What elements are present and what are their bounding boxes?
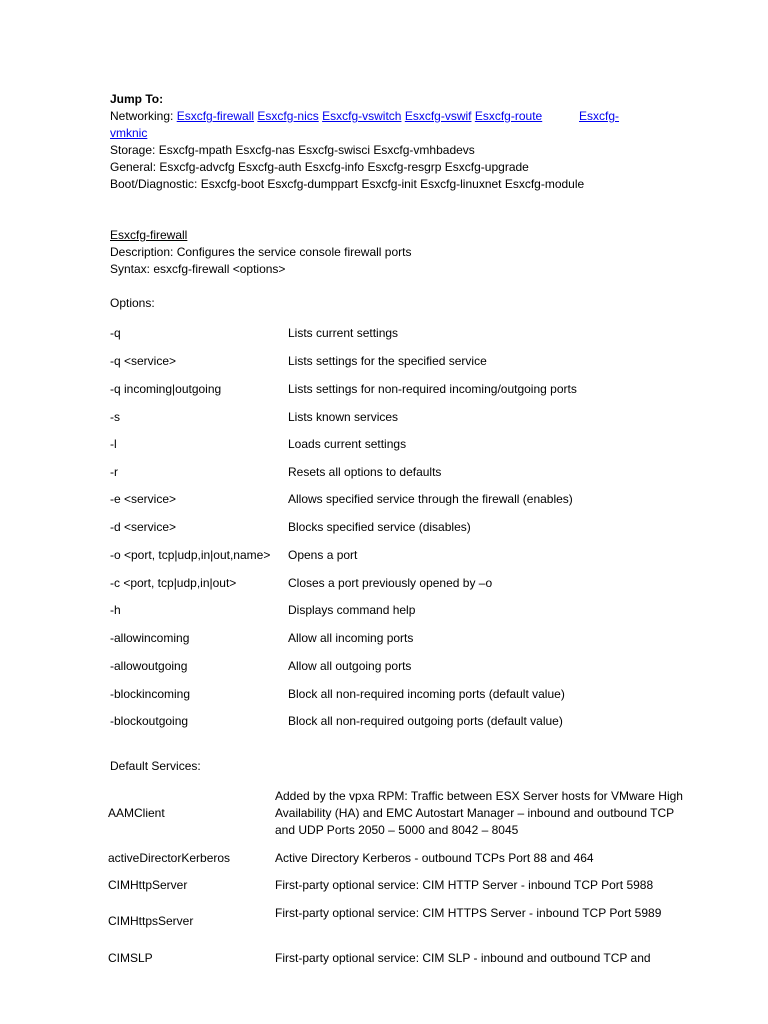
option-flag: -q <service> — [110, 354, 177, 368]
option-description: Lists settings for the specified service — [288, 354, 487, 368]
option-description: Block all non-required incoming ports (default value) — [288, 687, 565, 701]
default-services-label: Default Services: — [110, 759, 201, 773]
general-line: General: Esxcfg-advcfg Esxcfg-auth Esxcfg-info Esxcfg-resgrp Esxcfg-upgrade — [110, 160, 529, 174]
option-description: Lists current settings — [288, 326, 399, 340]
option-description: Closes a port previously opened by –o — [288, 576, 493, 590]
options-label: Options: — [110, 296, 155, 310]
service-description: First-party optional service: CIM HTTPS Server - inbound TCP Port 5989 — [275, 906, 662, 920]
section-title: Esxcfg-firewall — [110, 228, 188, 242]
option-flag: -e <service> — [110, 492, 177, 506]
service-name: CIMSLP — [108, 951, 153, 965]
networking-label: Networking: — [110, 109, 174, 123]
option-row — [110, 713, 710, 729]
service-name: activeDirectorKerberos — [108, 851, 231, 865]
service-description: Active Directory Kerberos - outbound TCPs Port 88 and 464 — [275, 851, 594, 865]
option-row — [110, 658, 710, 674]
option-flag: -blockincoming — [110, 687, 191, 701]
option-flag: -o <port, tcp|udp,in|out,name> — [110, 548, 271, 562]
option-row — [110, 547, 710, 563]
option-row — [110, 686, 710, 702]
option-flag: -l — [110, 437, 117, 451]
option-description: Displays command help — [288, 603, 416, 617]
option-description: Allow all incoming ports — [288, 631, 414, 645]
link-esxcfg-vmknic-part1[interactable]: Esxcfg- — [579, 109, 620, 123]
option-description: Opens a port — [288, 548, 358, 562]
storage-line: Storage: Esxcfg-mpath Esxcfg-nas Esxcfg-swisci Esxcfg-vmhbadevs — [110, 143, 475, 157]
option-description: Block all non-required outgoing ports (default value) — [288, 714, 563, 728]
vmknic-link-wrap — [579, 108, 619, 124]
option-flag: -allowoutgoing — [110, 659, 188, 673]
option-description: Loads current settings — [288, 437, 407, 451]
link-esxcfg-vmknic-part2[interactable]: vmknic — [110, 126, 148, 140]
service-description: First-party optional service: CIM HTTP Server - inbound TCP Port 5988 — [275, 878, 654, 892]
option-description: Allow all outgoing ports — [288, 659, 412, 673]
option-flag: -allowincoming — [110, 631, 190, 645]
option-flag: -s — [110, 410, 120, 424]
boot-diagnostic-line: Boot/Diagnostic: Esxcfg-boot Esxcfg-dumppart Esxcfg-init Esxcfg-linuxnet Esxcfg-module — [110, 177, 585, 191]
option-row — [110, 575, 710, 591]
link-esxcfg-vswitch[interactable]: Esxcfg-vswitch — [322, 109, 402, 123]
option-row — [110, 602, 710, 618]
service-name: CIMHttpServer — [108, 878, 188, 892]
option-description: Resets all options to defaults — [288, 465, 442, 479]
link-esxcfg-firewall[interactable]: Esxcfg-firewall — [176, 109, 255, 123]
option-flag: -h — [110, 603, 121, 617]
option-row — [110, 519, 710, 535]
option-description: Lists known services — [288, 410, 399, 424]
option-description: Lists settings for non-required incoming/outgoing ports — [288, 382, 577, 396]
section-syntax: Syntax: esxcfg-firewall <options> — [110, 262, 286, 276]
link-esxcfg-vswif[interactable]: Esxcfg-vswif — [404, 109, 472, 123]
service-description: First-party optional service: CIM SLP - inbound and outbound TCP and — [275, 951, 651, 965]
jump-to-heading: Jump To: — [110, 92, 164, 106]
option-flag: -r — [110, 465, 118, 479]
option-description: Blocks specified service (disables) — [288, 520, 471, 534]
service-description: Added by the vpxa RPM: Traffic between ESX Server hosts for VMware High Availability (HA) and EMC Autostart Manager – inbound and outbound TCP and UDP Ports 2050 – 5000 and 8042 – 8045 — [275, 789, 683, 837]
option-row — [110, 436, 710, 452]
link-esxcfg-nics[interactable]: Esxcfg-nics — [257, 109, 319, 123]
option-row — [110, 409, 710, 425]
option-row — [110, 491, 710, 507]
networking-line — [110, 108, 542, 124]
option-flag: -c <port, tcp|udp,in|out> — [110, 576, 237, 590]
option-row — [110, 630, 710, 646]
option-row — [110, 381, 710, 397]
option-flag: -d <service> — [110, 520, 177, 534]
section-description: Description: Configures the service console firewall ports — [110, 245, 412, 259]
vmknic-link-wrap-2 — [110, 125, 147, 141]
option-flag: -blockoutgoing — [110, 714, 189, 728]
link-esxcfg-route[interactable]: Esxcfg-route — [474, 109, 543, 123]
option-row — [110, 353, 710, 369]
option-flag: -q incoming|outgoing — [110, 382, 222, 396]
service-name: CIMHttpsServer — [108, 914, 194, 928]
option-flag: -q — [110, 326, 121, 340]
option-row — [110, 464, 710, 480]
service-name: AAMClient — [108, 806, 165, 820]
option-row — [110, 325, 710, 341]
option-description: Allows specified service through the firewall (enables) — [288, 492, 573, 506]
